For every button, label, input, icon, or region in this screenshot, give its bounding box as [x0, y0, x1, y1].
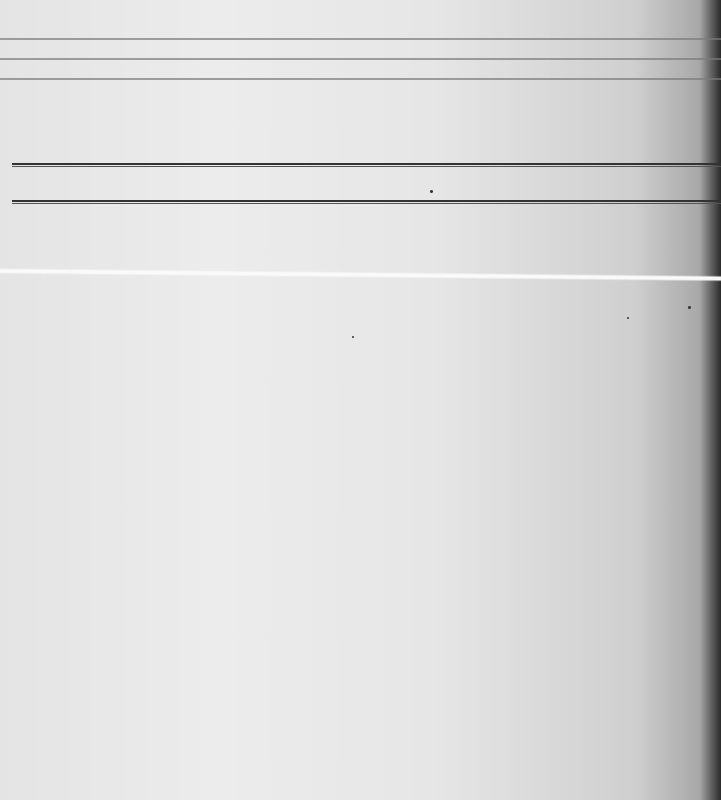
masthead — [0, 0, 721, 120]
ornamental-border-left — [18, 272, 60, 800]
ornamental-border-top — [18, 228, 721, 272]
rule-lower — [12, 200, 721, 204]
masthead-rule — [0, 58, 721, 60]
masthead-rule — [0, 38, 721, 40]
ink-speck — [688, 306, 691, 309]
ink-speck — [430, 190, 433, 193]
ink-speck — [627, 317, 629, 319]
ink-speck — [352, 336, 354, 338]
masthead-rule — [0, 78, 721, 80]
rule-upper — [12, 163, 721, 167]
